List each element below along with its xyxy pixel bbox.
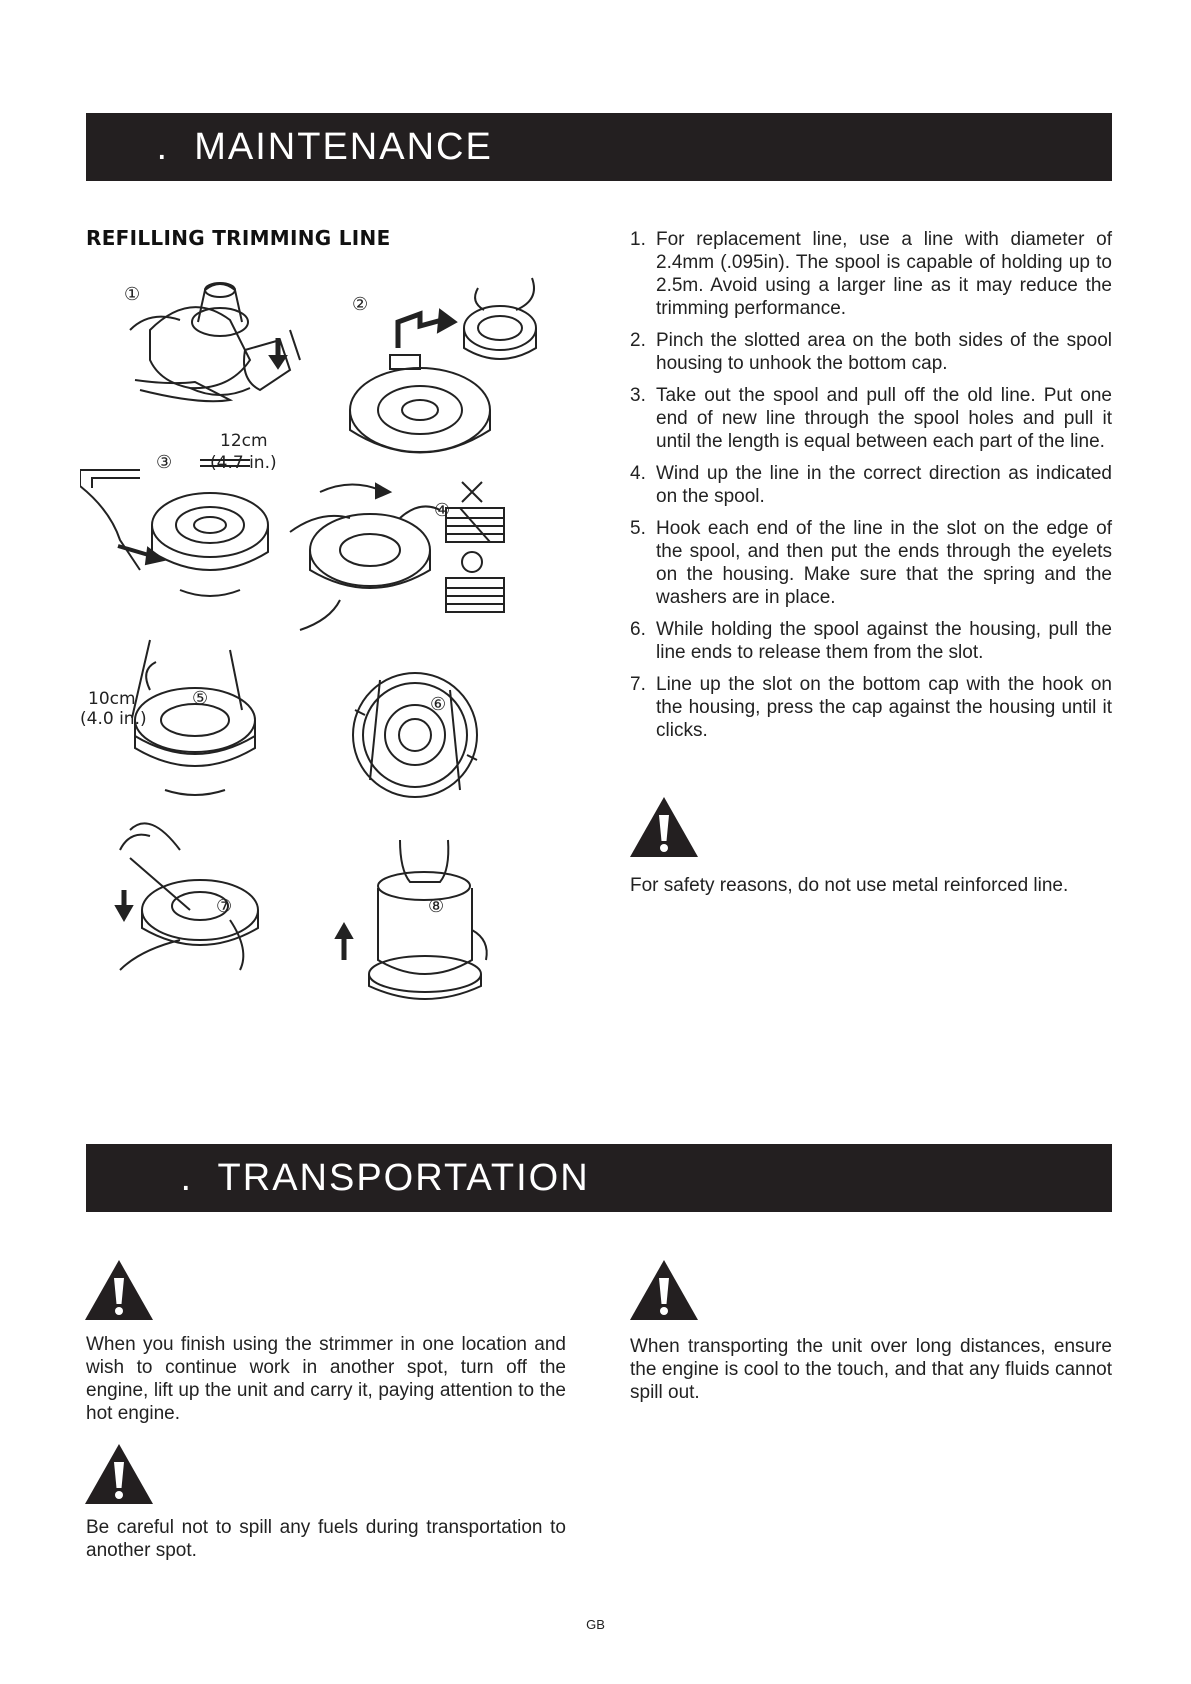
transportation-header-bar — [86, 1144, 1112, 1212]
warning-icon — [83, 1442, 155, 1506]
step-item — [630, 228, 1112, 320]
fig4-winding — [290, 484, 440, 630]
step-text: Line up the slot on the bottom cap with the hook on the housing, press the cap against the housing until it clicks. — [656, 674, 1112, 741]
fig-label-3-length-in: (4.7 in.) — [210, 453, 277, 473]
step-number: 4. — [630, 463, 646, 484]
fig-label-3: ③ — [156, 452, 173, 473]
refilling-subheading: REFILLING TRIMMING LINE — [86, 226, 391, 250]
transport-left-paragraph-1: When you finish using the strimmer in one location and wish to continue work in another spot, turn off the engine, lift up the unit and carry it, paying attention to the hot engine. — [86, 1334, 566, 1424]
fig-label-6: ⑥ — [430, 694, 447, 715]
step-item — [630, 673, 1112, 742]
fig6-bottom-view — [353, 673, 477, 797]
page-footer: GB — [586, 1617, 605, 1632]
step-item — [630, 384, 1112, 453]
fig-label-4: ④ — [434, 500, 451, 521]
refill-steps-list — [630, 228, 1112, 751]
step-number: 2. — [630, 330, 646, 351]
step-item — [630, 329, 1112, 375]
step-text: Hook each end of the line in the slot on the edge of the spool, and then put the ends through the eyelets on the housing. Make sure that the spring and the washers are in place. — [656, 518, 1112, 608]
fig4-wrong-right-marks — [446, 482, 504, 612]
step-number: 5. — [630, 518, 646, 539]
fig-label-5: ⑤ — [192, 688, 209, 709]
step-item — [630, 462, 1112, 508]
transportation-title: . TRANSPORTATION — [168, 1156, 590, 1199]
fig-label-7: ⑦ — [216, 896, 233, 917]
fig-label-5-length-in: (4.0 in.) — [80, 709, 147, 729]
fig2-housing — [350, 278, 536, 453]
step-number: 7. — [630, 674, 646, 695]
step-number: 3. — [630, 385, 646, 406]
fig-label-2: ② — [352, 294, 369, 315]
maintenance-header-bar — [86, 113, 1112, 181]
fig8-reassembled — [369, 840, 487, 999]
fig-label-8: ⑧ — [428, 896, 445, 917]
step-text: While holding the spool against the housing, pull the line ends to release them from the slot. — [656, 619, 1112, 663]
refill-steps-illustration — [80, 270, 560, 1070]
step-text: Wind up the line in the correct direction as indicated on the spool. — [656, 463, 1112, 507]
fig5-spool-ends — [132, 640, 255, 795]
warning-icon — [628, 795, 700, 859]
fig-label-1: ① — [124, 284, 141, 305]
fig-label-5-length: 10cm — [88, 689, 136, 709]
step-text: Take out the spool and pull off the old line. Put one end of new line through the spool holes and pull it until the length is equal between each part of the line. — [656, 385, 1112, 452]
transport-left-paragraph-2: Be careful not to spill any fuels during transportation to another spot. — [86, 1517, 566, 1561]
fig3-spool-line — [80, 460, 268, 596]
step-item — [630, 618, 1112, 664]
step-text: Pinch the slotted area on the both sides of the spool housing to unhook the bottom cap. — [656, 330, 1112, 374]
warning-icon — [628, 1258, 700, 1322]
step-number: 6. — [630, 619, 646, 640]
safety-note: For safety reasons, do not use metal reinforced line. — [630, 875, 1069, 896]
step-number: 1. — [630, 229, 646, 250]
step-item — [630, 517, 1112, 609]
step-text: For replacement line, use a line with diameter of 2.4mm (.095in). The spool is capable of holding up to 2.5m. Avoid using a larger line as it may reduce the trimming performance. — [656, 229, 1112, 319]
fig7-hooking — [120, 823, 258, 970]
transport-right-paragraph: When transporting the unit over long distances, ensure the engine is cool to the touch, and that any fluids cannot spill out. — [630, 1336, 1112, 1403]
maintenance-title: . MAINTENANCE — [144, 125, 493, 168]
fig1-cap-removal — [130, 283, 300, 401]
warning-icon — [83, 1258, 155, 1322]
fig-label-3-length: 12cm — [220, 431, 268, 451]
